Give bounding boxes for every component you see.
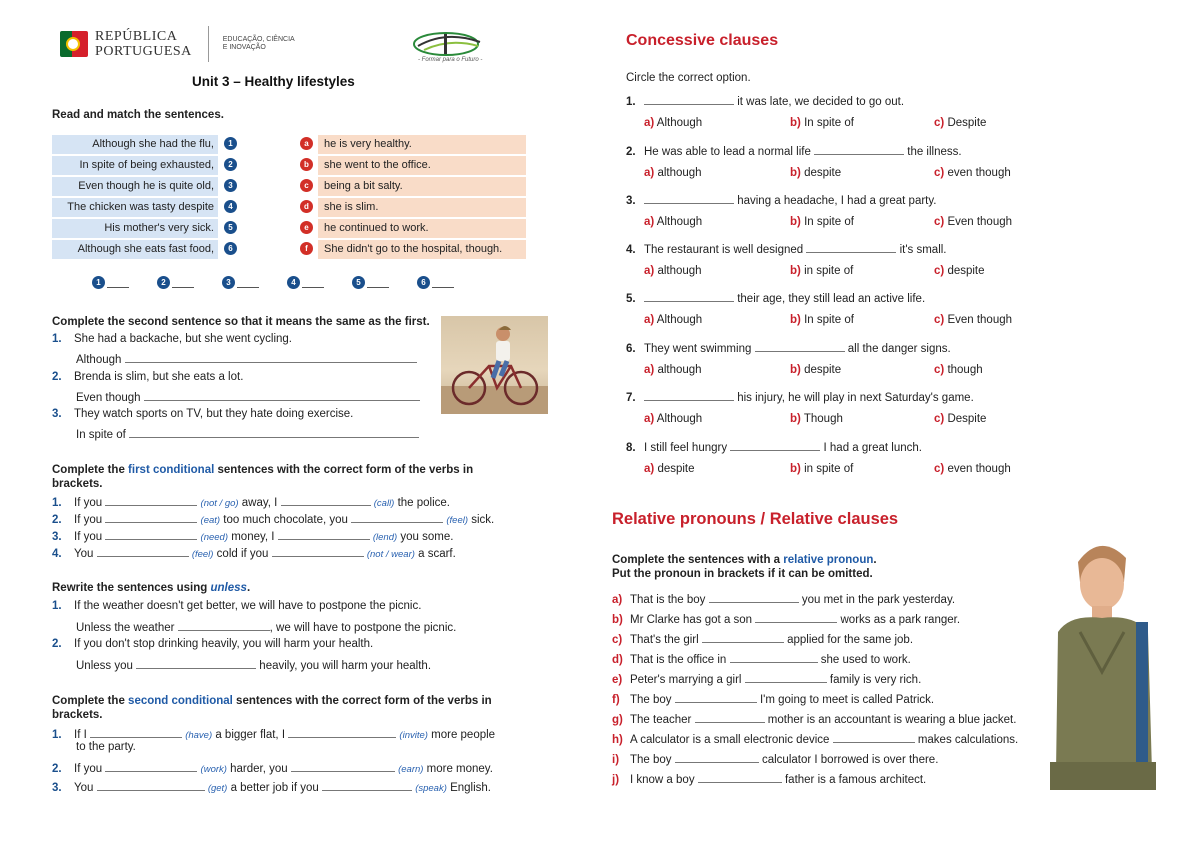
answer-blank[interactable] xyxy=(432,278,454,288)
number-badge: 6 xyxy=(417,276,430,289)
answer-blank[interactable] xyxy=(644,193,734,204)
answer-blank[interactable] xyxy=(644,291,734,302)
exercise-item: 3. They watch sports on TV, but they hate doing exercise. xyxy=(52,408,354,420)
option-choice[interactable]: a) Although xyxy=(644,413,703,425)
option-choice[interactable]: b) in spite of xyxy=(790,463,854,475)
option-choice[interactable]: a) Although xyxy=(644,216,703,228)
answer-blank[interactable] xyxy=(806,242,896,253)
option-choice[interactable]: c) Despite xyxy=(934,413,987,425)
answer-blank[interactable] xyxy=(367,278,389,288)
portugal-flag-icon xyxy=(60,27,87,61)
exercise-item: 1. If the weather doesn't get better, we will have to postpone the picnic. xyxy=(52,600,422,612)
relative-title: Relative pronouns / Relative clauses xyxy=(612,510,899,528)
letter-badge: a xyxy=(300,137,313,150)
option-choice[interactable]: b) Though xyxy=(790,413,843,425)
answer-blank[interactable] xyxy=(125,352,417,363)
option-choice[interactable]: c) Even though xyxy=(934,216,1013,228)
exercise-item-continued: to the party. xyxy=(76,741,136,753)
relative-item: d) That is the office in she used to work. xyxy=(612,654,911,666)
concessive-question: 4. The restaurant is well designed it's small. xyxy=(626,244,947,256)
option-choice[interactable]: a) Although xyxy=(644,117,703,129)
answer-blank[interactable] xyxy=(302,278,324,288)
answer-blank[interactable] xyxy=(105,761,197,772)
concessive-question: 6. They went swimming all the danger signs. xyxy=(626,343,951,355)
woman-cycling-photo xyxy=(441,316,548,414)
answer-blank[interactable] xyxy=(709,592,799,603)
concessive-instruction: Circle the correct option. xyxy=(626,72,751,84)
letter-badge: e xyxy=(300,221,313,234)
concessive-question: 2. He was able to lead a normal life the illness. xyxy=(626,146,962,158)
answer-blank[interactable] xyxy=(698,772,782,783)
number-badge: 4 xyxy=(224,200,237,213)
logo-divider xyxy=(208,26,209,62)
answer-blank[interactable] xyxy=(814,144,904,155)
answer-blank[interactable] xyxy=(702,632,784,643)
answer-blank[interactable] xyxy=(107,278,129,288)
relative-item: b) Mr Clarke has got a son works as a park ranger. xyxy=(612,614,961,626)
number-badge: 3 xyxy=(222,276,235,289)
letter-badge: b xyxy=(300,158,313,171)
answer-blank[interactable] xyxy=(730,440,820,451)
answer-blank[interactable] xyxy=(144,390,420,401)
exercise-answer-line: Unless you heavily, you will harm your health. xyxy=(76,660,432,672)
relative-instruction: Complete the sentences with a relative pronoun. xyxy=(612,554,877,566)
republic-line1: REPÚBLICA xyxy=(95,29,178,44)
match-left-item: The chicken was tasty despite xyxy=(52,198,218,217)
match-right-item: she went to the office. xyxy=(318,156,526,175)
match-left-item: Even though he is quite old, xyxy=(52,177,218,196)
relative-instruction-2: Put the pronoun in brackets if it can be omitted. xyxy=(612,568,873,580)
answer-blank[interactable] xyxy=(755,341,845,352)
match-left-item: Although she had the flu, xyxy=(52,135,218,154)
answer-blank[interactable] xyxy=(278,529,370,540)
answer-blank[interactable] xyxy=(644,94,734,105)
option-choice[interactable]: c) despite xyxy=(934,265,985,277)
answer-blank[interactable] xyxy=(129,427,419,438)
match-right-item: he is very healthy. xyxy=(318,135,526,154)
answer-blank[interactable] xyxy=(291,761,395,772)
answer-blank[interactable] xyxy=(172,278,194,288)
relative-item: e) Peter's marrying a girl family is very rich. xyxy=(612,674,922,686)
relative-item: g) The teacher mother is an accountant is wearing a blue jacket. xyxy=(612,714,1017,726)
exercise-answer-line: Although xyxy=(76,352,417,366)
option-choice[interactable]: a) although xyxy=(644,265,702,277)
concessive-question: 1. it was late, we decided to go out. xyxy=(626,96,905,108)
complete-second-instruction: Complete the second sentence so that it means the same as the first. xyxy=(52,316,430,328)
option-choice[interactable]: c) though xyxy=(934,364,983,376)
option-choice[interactable]: a) although xyxy=(644,364,702,376)
exercise-item: 2. If you don't stop drinking heavily, you will harm your health. xyxy=(52,638,374,650)
relative-item: f) The boy I'm going to meet is called Patrick. xyxy=(612,694,935,706)
number-badge: 5 xyxy=(224,221,237,234)
concessive-question: 7. his injury, he will play in next Saturday's game. xyxy=(626,392,974,404)
answer-blank[interactable] xyxy=(105,529,197,540)
option-choice[interactable]: b) despite xyxy=(790,167,842,179)
match-right-item: she is slim. xyxy=(318,198,526,217)
relative-item: j) I know a boy father is a famous architect. xyxy=(612,774,927,786)
number-badge: 6 xyxy=(224,242,237,255)
option-choice[interactable]: a) despite xyxy=(644,463,695,475)
letter-badge: f xyxy=(300,242,313,255)
match-letters xyxy=(300,137,313,263)
answer-blank[interactable] xyxy=(730,652,818,663)
number-badge: 1 xyxy=(224,137,237,150)
match-right-item: She didn't go to the hospital, though. xyxy=(318,240,526,259)
answer-blank[interactable] xyxy=(178,620,270,631)
exercise-item: 3. If you (need) money, I (lend) you some. xyxy=(52,531,454,543)
answer-blank[interactable] xyxy=(272,546,364,557)
school-motto: - Formar para o Futuro - xyxy=(418,57,483,63)
exercise-item: 2. Brenda is slim, but she eats a lot. xyxy=(52,371,244,383)
match-left-item: Although she eats fast food, xyxy=(52,240,218,259)
match-instruction: Read and match the sentences. xyxy=(52,109,224,121)
first-conditional-instruction: Complete the first conditional sentences with the correct form of the verbs in brackets. xyxy=(52,464,474,490)
relative-item: i) The boy calculator I borrowed is over there. xyxy=(612,754,939,766)
answer-blank[interactable] xyxy=(833,732,915,743)
concessive-question: 3. having a headache, I had a great party. xyxy=(626,195,937,207)
answer-blank[interactable] xyxy=(675,692,757,703)
match-right-item: being a bit salty. xyxy=(318,177,526,196)
boy-with-backpack-photo xyxy=(1040,522,1160,790)
exercise-item: 3. You (get) a better job if you (speak) English. xyxy=(52,782,492,794)
concessive-question: 5. their age, they still lead an active life. xyxy=(626,293,926,305)
relative-item: a) That is the boy you met in the park yesterday. xyxy=(612,594,956,606)
concessive-question: 8. I still feel hungry I had a great lunch. xyxy=(626,442,922,454)
concessive-title: Concessive clauses xyxy=(626,32,779,49)
option-choice[interactable]: c) Even though xyxy=(934,314,1013,326)
exercise-answer-line: In spite of xyxy=(76,427,419,441)
option-choice[interactable]: b) despite xyxy=(790,364,842,376)
answer-blank[interactable] xyxy=(644,390,734,401)
unit-title: Unit 3 – Healthy lifestyles xyxy=(192,74,355,89)
exercise-item: 1. If you (not / go) away, I (call) the police. xyxy=(52,497,450,509)
ministry-label: EDUCAÇÃO, CIÊNCIA E INOVAÇÃO xyxy=(222,36,295,51)
option-choice[interactable]: a) although xyxy=(644,167,702,179)
answer-blank[interactable] xyxy=(745,672,827,683)
option-choice[interactable]: c) Despite xyxy=(934,117,987,129)
option-choice[interactable]: b) In spite of xyxy=(790,216,854,228)
answer-blank[interactable] xyxy=(288,727,396,738)
exercise-answer-line: Unless the weather , we will have to postpone the picnic. xyxy=(76,622,457,634)
unless-instruction: Rewrite the sentences using unless. xyxy=(52,582,251,594)
republica-portuguesa-logo xyxy=(60,22,300,66)
match-answer-row xyxy=(92,276,454,289)
answer-blank[interactable] xyxy=(675,752,759,763)
option-choice[interactable]: b) In spite of xyxy=(790,117,854,129)
number-badge: 5 xyxy=(352,276,365,289)
match-right-item: he continued to work. xyxy=(318,219,526,238)
match-left-column xyxy=(52,135,218,261)
option-choice[interactable]: b) in spite of xyxy=(790,265,854,277)
answer-blank[interactable] xyxy=(97,780,205,791)
answer-blank[interactable] xyxy=(97,546,189,557)
answer-blank[interactable] xyxy=(755,612,837,623)
option-choice[interactable]: c) even though xyxy=(934,463,1011,475)
answer-blank[interactable] xyxy=(90,727,182,738)
match-right-column xyxy=(318,135,526,261)
number-badge: 4 xyxy=(287,276,300,289)
answer-blank[interactable] xyxy=(105,512,197,523)
number-badge: 3 xyxy=(224,179,237,192)
republic-line2: PORTUGUESA xyxy=(95,44,192,59)
exercise-item: 1. She had a backache, but she went cycling. xyxy=(52,333,293,345)
option-choice[interactable]: b) In spite of xyxy=(790,314,854,326)
letter-badge: d xyxy=(300,200,313,213)
letter-badge: c xyxy=(300,179,313,192)
answer-blank[interactable] xyxy=(105,495,197,506)
match-left-item: In spite of being exhausted, xyxy=(52,156,218,175)
answer-blank[interactable] xyxy=(351,512,443,523)
number-badge: 2 xyxy=(157,276,170,289)
option-choice[interactable]: c) even though xyxy=(934,167,1011,179)
answer-blank[interactable] xyxy=(281,495,371,506)
option-choice[interactable]: a) Although xyxy=(644,314,703,326)
match-left-item: His mother's very sick. xyxy=(52,219,218,238)
exercise-item: 4. You (feel) cold if you (not / wear) a scarf. xyxy=(52,548,456,560)
match-numbers xyxy=(224,137,237,263)
bicycle-icon xyxy=(441,316,548,414)
exercise-item: 2. If you (eat) too much chocolate, you (feel) sick. xyxy=(52,514,495,526)
answer-blank[interactable] xyxy=(136,658,256,669)
number-badge: 2 xyxy=(224,158,237,171)
relative-item: c) That's the girl applied for the same job. xyxy=(612,634,914,646)
number-badge: 1 xyxy=(92,276,105,289)
exercise-item: 2. If you (work) harder, you (earn) more money. xyxy=(52,763,493,775)
answer-blank[interactable] xyxy=(322,780,412,791)
answer-blank[interactable] xyxy=(695,712,765,723)
relative-item: h) A calculator is a small electronic device makes calculations. xyxy=(612,734,1019,746)
exercise-item: 1. If I (have) a bigger flat, I (invite) more people xyxy=(52,729,496,741)
second-conditional-instruction: Complete the second conditional sentences with the correct form of the verbs in brackets. xyxy=(52,695,492,721)
answer-blank[interactable] xyxy=(237,278,259,288)
exercise-answer-line: Even though xyxy=(76,390,420,404)
